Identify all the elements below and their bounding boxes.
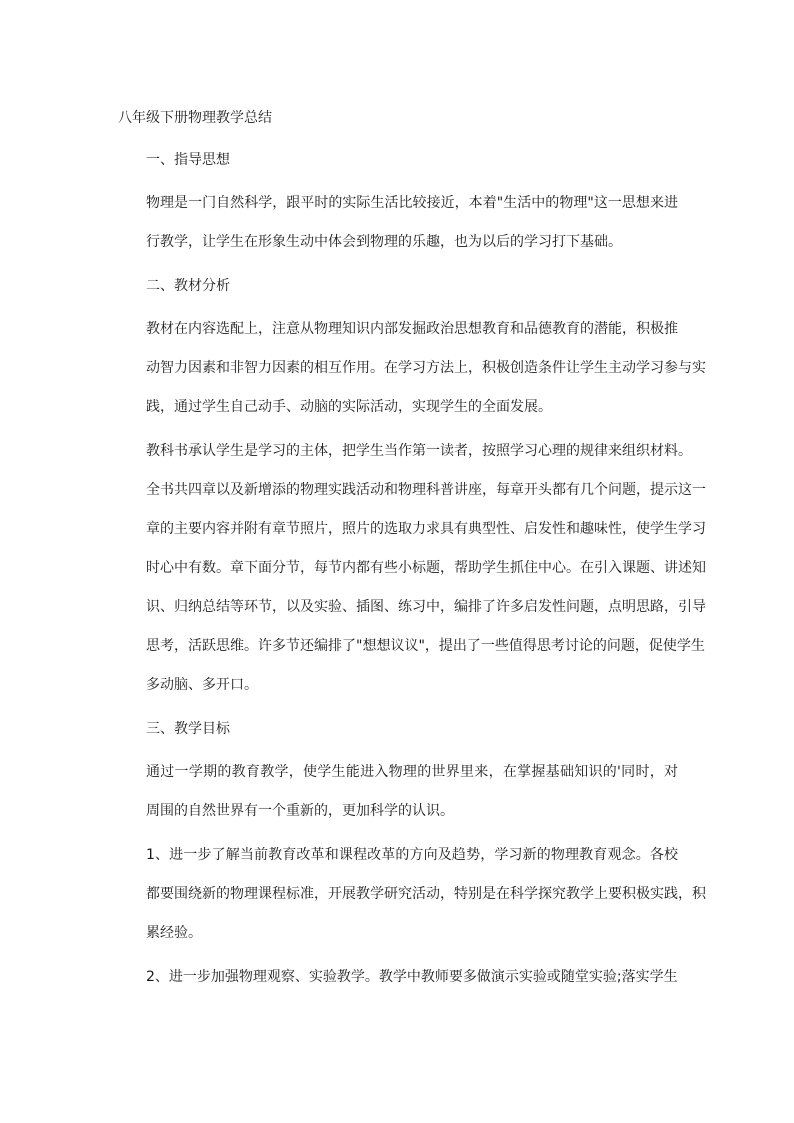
text-line: 多动脑、多开口。 bbox=[146, 677, 258, 693]
text-line: 通过一学期的教育教学，使学生能进入物理的世界里来，在掌握基础知识的'同时，对 bbox=[146, 764, 678, 780]
paragraph-teaching-goals-intro bbox=[118, 756, 678, 827]
paragraph-guiding-thought bbox=[118, 187, 678, 258]
text-line: 章的主要内容并附有章节照片，照片的选取力求具有典型性、启发性和趣味性，使学生学习 bbox=[146, 521, 706, 537]
text-line: 思考，活跃思维。许多节还编排了"想想议议"，提出了一些值得思考讨论的问题，促使学生 bbox=[146, 638, 705, 654]
text-line: 教材在内容选配上，注意从物理知识内部发掘政治思想教育和品德教育的潜能，积极推 bbox=[146, 321, 678, 337]
text-line: 动智力因素和非智力因素的相互作用。在学习方法上，积极创造条件让学生主动学习参与实 bbox=[146, 360, 706, 376]
text-line: 1、进一步了解当前教育改革和课程改革的方向及趋势，学习新的物理教育观念。各校 bbox=[146, 847, 678, 863]
paragraph-teaching-goal-2 bbox=[118, 961, 678, 993]
text-line: 全书共四章以及新增添的物理实践活动和物理科普讲座，每章开头都有几个问题，提示这一 bbox=[146, 482, 706, 498]
text-line: 教科书承认学生是学习的主体，把学生当作第一读者，按照学习心理的规律来组织材料。 bbox=[146, 443, 692, 459]
text-line: 都要围绕新的物理课程标准，开展教学研究活动，特别是在科学探究教学上要积极实践，积 bbox=[146, 886, 706, 902]
text-line: 识、归纳总结等环节，以及实验、插图、练习中，编排了许多启发性问题，点明思路，引导 bbox=[146, 599, 706, 615]
text-line: 2、进一步加强物理观察、实验教学。教学中教师要多做演示实验或随堂实验;落实学生 bbox=[146, 969, 678, 985]
text-line: 行教学，让学生在形象生动中体会到物理的乐趣，也为以后的学习打下基础。 bbox=[146, 234, 622, 250]
section-heading-textbook-analysis: 二、教材分析 bbox=[146, 278, 230, 294]
text-line: 周围的自然世界有一个重新的，更加科学的认识。 bbox=[146, 803, 454, 819]
section-heading-guiding-thought: 一、指导思想 bbox=[146, 152, 230, 168]
document-title: 八年级下册物理教学总结 bbox=[118, 110, 272, 126]
paragraph-teaching-goal-1 bbox=[118, 839, 706, 949]
document-body bbox=[118, 104, 706, 1005]
text-line: 践，通过学生自己动手、动脑的实际活动，实现学生的全面发展。 bbox=[146, 399, 552, 415]
section-heading-teaching-goals: 三、教学目标 bbox=[146, 721, 230, 737]
text-line: 物理是一门自然科学，跟平时的实际生活比较接近，本着"生活中的物理"这一思想来进 bbox=[146, 195, 678, 211]
text-line: 时心中有数。章下面分节，每节内都有些小标题，帮助学生抓住中心。在引入课题、讲述知 bbox=[146, 560, 706, 576]
text-line: 累经验。 bbox=[146, 925, 202, 941]
paragraph-textbook-analysis-2 bbox=[118, 435, 706, 701]
paragraph-textbook-analysis-1 bbox=[118, 313, 706, 423]
